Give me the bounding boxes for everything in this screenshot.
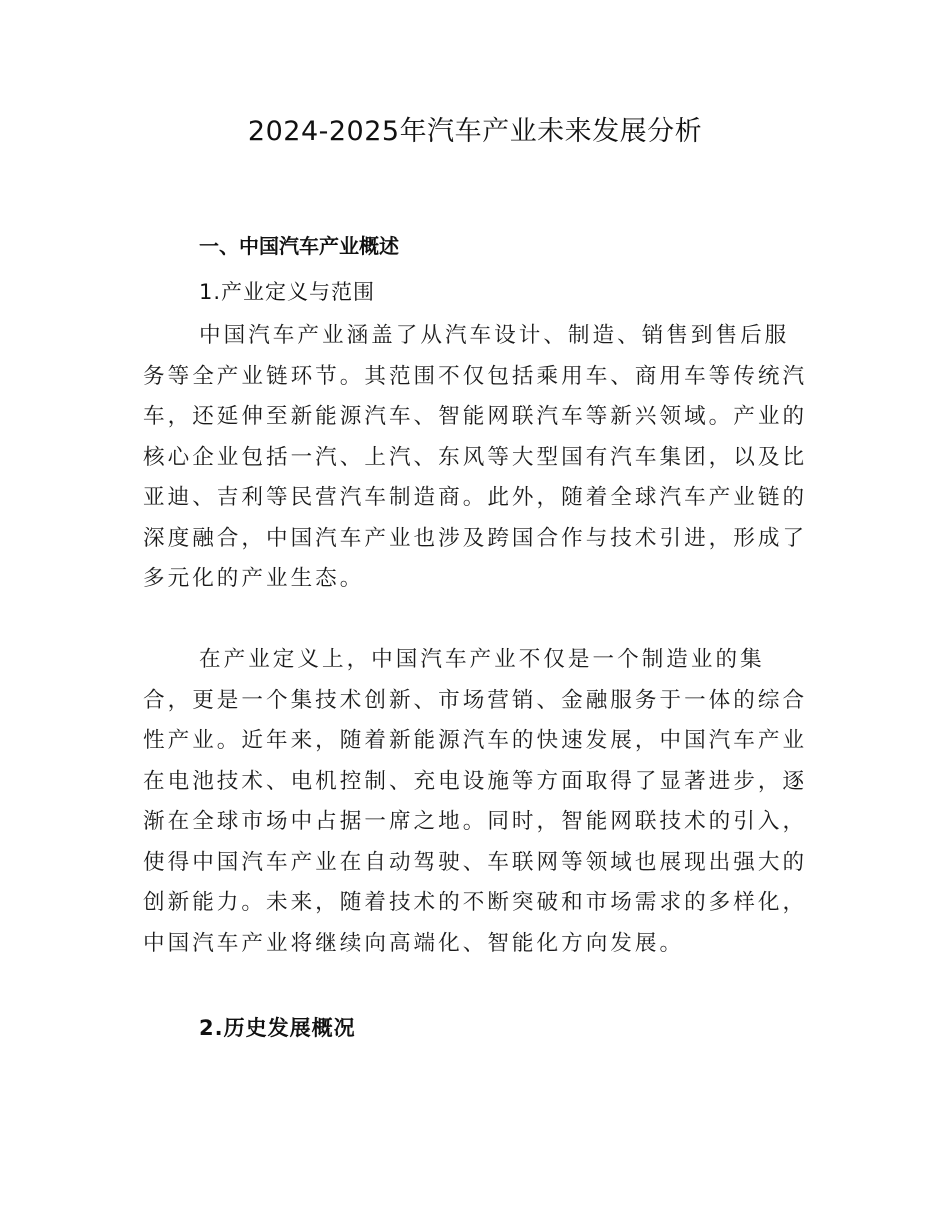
paragraph-line: 亚迪、吉利等民营汽车制造商。此外，随着全球汽车产业链的 bbox=[143, 485, 808, 510]
paragraph-line: 性产业。近年来，随着新能源汽车的快速发展，中国汽车产业 bbox=[143, 728, 808, 753]
paragraph-line: 核心企业包括一汽、上汽、东风等大型国有汽车集团，以及比 bbox=[143, 444, 808, 470]
paragraph-line: 多元化的产业生态。 bbox=[143, 566, 365, 591]
paragraph-line: 车，还延伸至新能源汽车、智能网联汽车等新兴领域。产业的 bbox=[143, 404, 808, 429]
paragraph-line: 合，更是一个集技术创新、市场营销、金融服务于一体的综合 bbox=[143, 687, 808, 713]
paragraph-line: 使得中国汽车产业在自动驾驶、车联网等领域也展现出强大的 bbox=[143, 849, 808, 875]
section-heading: 一、中国汽车产业概述 bbox=[199, 234, 399, 258]
paragraph-line: 渐在全球市场中占据一席之地。同时，智能网联技术的引入， bbox=[143, 809, 808, 834]
document-title: 2024-2025年汽车产业未来发展分析 bbox=[247, 116, 703, 147]
paragraph-line: 中国汽车产业将继续向高端化、智能化方向发展。 bbox=[143, 930, 685, 956]
paragraph-line: 中国汽车产业涵盖了从汽车设计、制造、销售到售后服 bbox=[199, 323, 790, 348]
paragraph-line: 深度融合，中国汽车产业也涉及跨国合作与技术引进，形成了 bbox=[143, 525, 808, 551]
paragraph-line: 创新能力。未来，随着技术的不断突破和市场需求的多样化， bbox=[143, 890, 808, 915]
paragraph-industry-scope bbox=[143, 316, 813, 600]
paragraph-industry-definition bbox=[143, 640, 813, 964]
paragraph-line: 在电池技术、电机控制、充电设施等方面取得了显著进步，逐 bbox=[143, 768, 808, 794]
subheading-history: 2.历史发展概况 bbox=[199, 1016, 356, 1040]
paragraph-line: 在产业定义上，中国汽车产业不仅是一个制造业的集 bbox=[199, 647, 765, 672]
paragraph-line: 务等全产业链环节。其范围不仅包括乘用车、商用车等传统汽 bbox=[143, 363, 808, 389]
subheading-industry-definition: 1.产业定义与范围 bbox=[199, 280, 376, 304]
